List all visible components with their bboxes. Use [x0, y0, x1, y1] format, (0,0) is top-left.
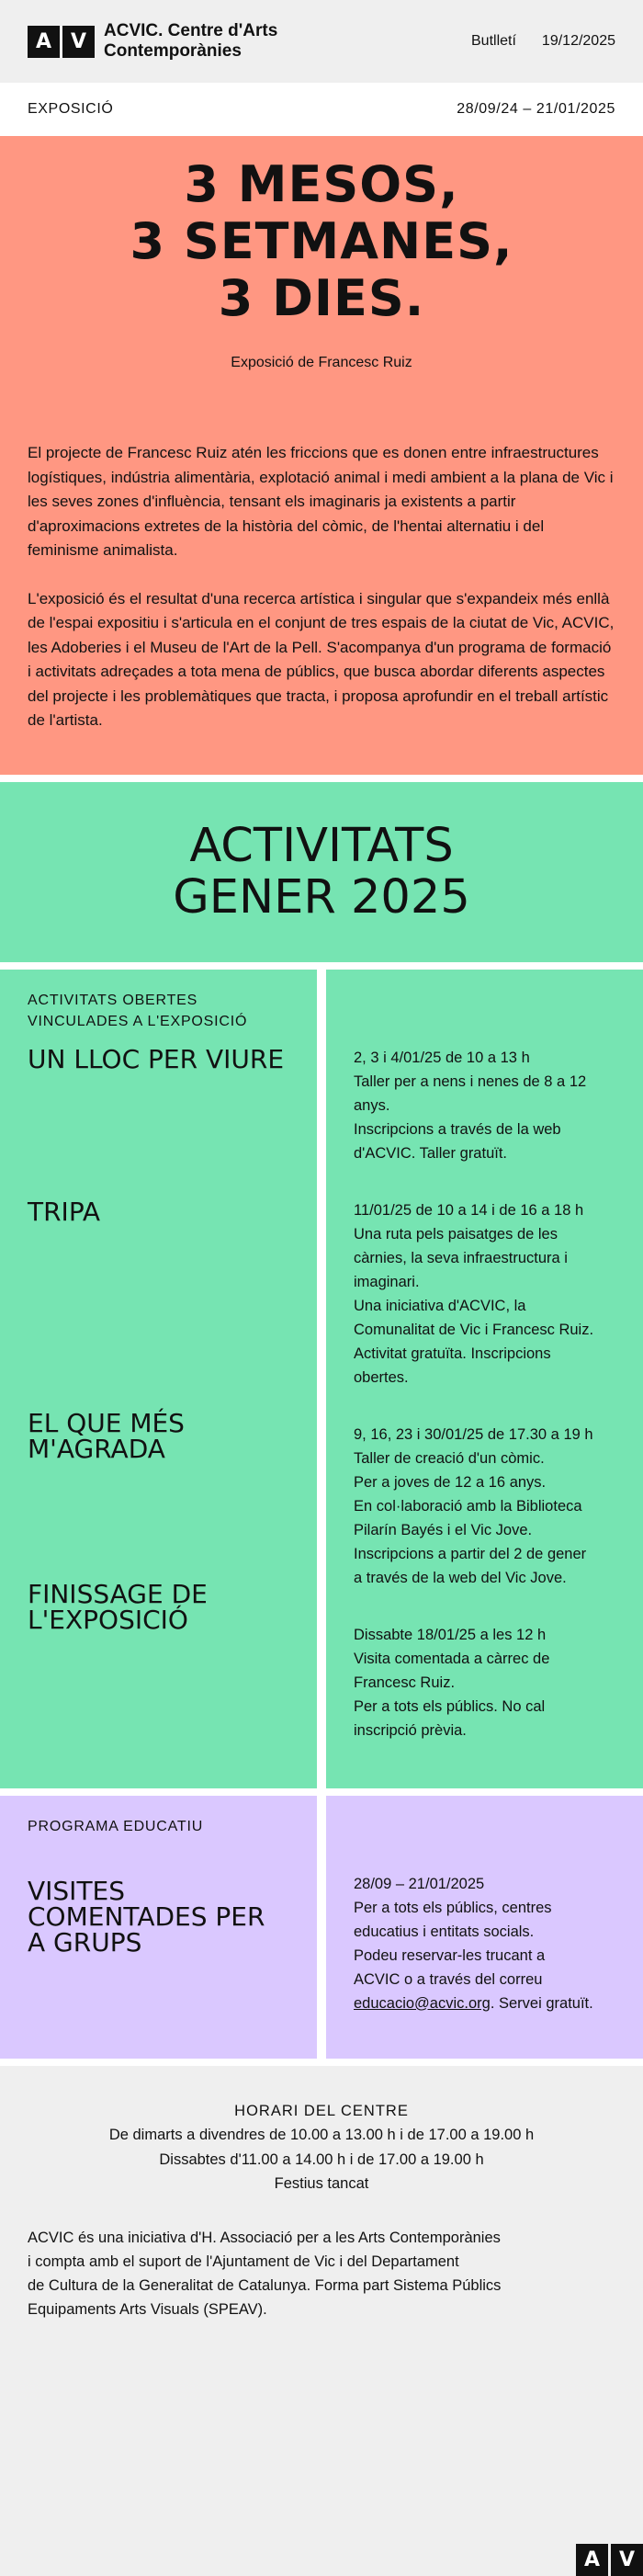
activities-heading-text [173, 818, 470, 925]
activity-title-line: L'EXPOSICIÓ [28, 1604, 188, 1635]
activity-desc-line: Inscripcions a través de la web [354, 1120, 561, 1138]
activity-desc-line: obertes. [354, 1368, 409, 1386]
header [0, 0, 643, 83]
exhibition-bar [0, 83, 643, 136]
education-desc-line: educatius i entitats socials. [354, 1923, 535, 1940]
education-grid [0, 1796, 643, 2059]
logo-a-icon: A [28, 26, 60, 58]
activity-desc-line: Activitat gratuïta. Inscripcions [354, 1345, 551, 1362]
education-title-line: VISITES [28, 1875, 126, 1906]
exhibition-title-line: 3 SETMANES, [130, 212, 513, 270]
exhibition-title [28, 136, 615, 327]
activity-desc-line: Una iniciativa d'ACVIC, la [354, 1297, 526, 1314]
section-label-line: ACTIVITATS OBERTES [28, 992, 198, 1008]
divider [0, 775, 643, 782]
logo-v-icon: V [62, 26, 95, 58]
activities-details-column [326, 970, 643, 1788]
email-suffix: . Servei gratuït. [490, 1994, 593, 2012]
hours-title: HORARI DEL CENTRE [234, 2102, 409, 2119]
exhibition-dates: 28/09/24 – 21/01/2025 [457, 101, 615, 117]
logo-v-icon: V [611, 2544, 643, 2576]
activities-heading-line: ACTIVITATS [189, 818, 454, 873]
education-title-line: COMENTADES PER [28, 1901, 265, 1932]
activity-desc-line: inscripció prèvia. [354, 1721, 467, 1739]
activity-desc-line: d'ACVIC. Taller gratuït. [354, 1144, 507, 1162]
activities-titles-column [0, 970, 317, 1788]
activity-title-line: TRIPA [28, 1196, 101, 1227]
activities-heading-line: GENER 2025 [173, 869, 470, 925]
section-label-line: VINCULADES A L'EXPOSICIÓ [28, 1013, 248, 1029]
education-desc-line [354, 1992, 615, 2015]
email-link[interactable]: educacio@acvic.org [354, 1994, 491, 2012]
hours-line: Festius tancat [274, 2175, 369, 2192]
activity-desc-line: Taller per a nens i nenes de 8 a 12 [354, 1072, 587, 1090]
education-desc-line: ACVIC o a través del correu [354, 1970, 543, 1988]
education-title[interactable] [28, 1875, 289, 1958]
activity-desc-line: Dissabte 18/01/25 a les 12 h [354, 1626, 547, 1643]
activity-desc-line: Per a joves de 12 a 16 anys. [354, 1473, 547, 1491]
education-desc-line: Podeu reservar-les trucant a [354, 1946, 546, 1964]
activity-title-line: UN LLOC PER VIURE [28, 1043, 285, 1074]
footer [0, 2066, 643, 2576]
education-desc-line: Per a tots els públics, centres [354, 1899, 552, 1916]
activity-desc-line: Comunalitat de Vic i Francesc Ruiz. [354, 1321, 594, 1338]
activity-desc-line: imaginari. [354, 1273, 420, 1290]
activity-title-line: EL QUE MÉS [28, 1407, 185, 1438]
activity-desc-line: a través de la web del Vic Jove. [354, 1569, 567, 1586]
exhibition-paragraph-1: El projecte de Francesc Ruiz atén les friccions que es donen entre infraestructures logístiques, indústria alimentària, explotació animal i medi ambient a la plana de Vic i les seves zones d'influència, tensant els imaginaris ja existents a partir d'aproximacions extretes de la història del còmic, de l'hentai alternatiu i del feminisme animalista. [28, 444, 614, 559]
education-title-column [0, 1796, 317, 2059]
activity-desc-line: 2, 3 i 4/01/25 de 10 a 13 h [354, 1049, 530, 1066]
divider [0, 962, 643, 970]
newsletter-info [471, 33, 615, 50]
exhibition-title-line: 3 MESOS, [184, 155, 459, 213]
brand[interactable] [28, 21, 277, 62]
brand-name [104, 21, 277, 62]
activities-heading [0, 782, 643, 962]
education-desc-line: 28/09 – 21/01/2025 [354, 1875, 485, 1892]
activity-desc-line: Francesc Ruiz. [354, 1674, 456, 1691]
activity-description [354, 1198, 615, 1390]
activity-description [354, 1423, 615, 1590]
exhibition-paragraph-2: L'exposició és el resultat d'una recerca artística i singular que s'expandeix més enllà de l'espai expositiu i s'articula en el conjunt de tres espais de la ciutat de Vic, ACVIC, les Adoberies i el Museu de l'Art de la Pell. S'acompanya d'un programa de formació i activitats adreçades a tota mena de públics, que busca abordar diferents aspectes del projecte i les problemàtiques que tracta, i proposa aprofundir en el treball artístic de l'artista. [28, 589, 615, 729]
footer-info-line: Equipaments Arts Visuals (SPEAV). [28, 2300, 267, 2318]
footer-info-line: i compta amb el suport de l'Ajuntament de Vic i del Departament [28, 2253, 459, 2270]
activity-desc-line: Pilarín Bayés i el Vic Jove. [354, 1521, 533, 1538]
activity-title[interactable] [28, 1196, 289, 1227]
activity-desc-line: Una ruta pels paisatges de les [354, 1225, 558, 1243]
newsletter-date: 19/12/2025 [541, 33, 615, 49]
footer-info [28, 2226, 615, 2321]
activity-desc-line: Taller de creació d'un còmic. [354, 1449, 545, 1467]
activities-section-label [28, 990, 289, 1032]
exhibition-title-line: 3 DIES. [218, 269, 425, 327]
activity-description [354, 1623, 615, 1742]
logo [28, 26, 95, 58]
activity-description [354, 1046, 615, 1165]
activity-title[interactable] [28, 1578, 289, 1635]
exhibition-subtitle: Exposició de Francesc Ruiz [231, 355, 412, 370]
activity-desc-line: Visita comentada a càrrec de [354, 1650, 550, 1667]
education-details-column [326, 1796, 643, 2059]
activity-title-line: FINISSAGE DE [28, 1578, 208, 1609]
activity-title-line: M'AGRADA [28, 1433, 165, 1464]
activity-title[interactable] [28, 1407, 289, 1464]
activity-title[interactable] [28, 1043, 289, 1074]
activity-desc-line: 11/01/25 de 10 a 14 i de 16 a 18 h [354, 1201, 584, 1219]
opening-hours [28, 2099, 615, 2196]
hours-line: Dissabtes d'11.00 a 14.00 h i de 17.00 a 19.00 h [159, 2150, 484, 2168]
activity-desc-line: En col·laboració amb la Biblioteca [354, 1497, 582, 1515]
newsletter-label: Butlletí [471, 33, 516, 49]
activity-desc-line: anys. [354, 1096, 390, 1114]
exhibition-section [0, 136, 643, 775]
exhibition-type: EXPOSICIÓ [28, 101, 114, 117]
divider [0, 2059, 643, 2066]
brand-line-2: Contemporànies [104, 41, 242, 61]
education-title-line: A GRUPS [28, 1926, 142, 1958]
activity-desc-line: Inscripcions a partir del 2 de gener [354, 1545, 587, 1562]
education-section-label: PROGRAMA EDUCATIU [28, 1818, 204, 1834]
activity-desc-line: càrnies, la seva infraestructura i [354, 1249, 568, 1266]
logo-a-icon: A [576, 2544, 608, 2576]
activities-grid [0, 970, 643, 1788]
hours-line: De dimarts a divendres de 10.00 a 13.00 h i de 17.00 a 19.00 h [108, 2127, 535, 2143]
divider [0, 1788, 643, 1796]
education-description [354, 1872, 615, 2015]
footer-logo[interactable] [576, 2544, 643, 2576]
activity-desc-line: 9, 16, 23 i 30/01/25 de 17.30 a 19 h [354, 1425, 593, 1443]
brand-line-1: ACVIC. Centre d'Arts [104, 21, 278, 40]
activity-desc-line: Per a tots els públics. No cal [354, 1697, 546, 1715]
footer-info-line: de Cultura de la Generalitat de Catalunya. Forma part Sistema Públics [28, 2276, 502, 2294]
footer-info-line: ACVIC és una iniciativa d'H. Associació per a les Arts Contemporànies [28, 2229, 501, 2246]
